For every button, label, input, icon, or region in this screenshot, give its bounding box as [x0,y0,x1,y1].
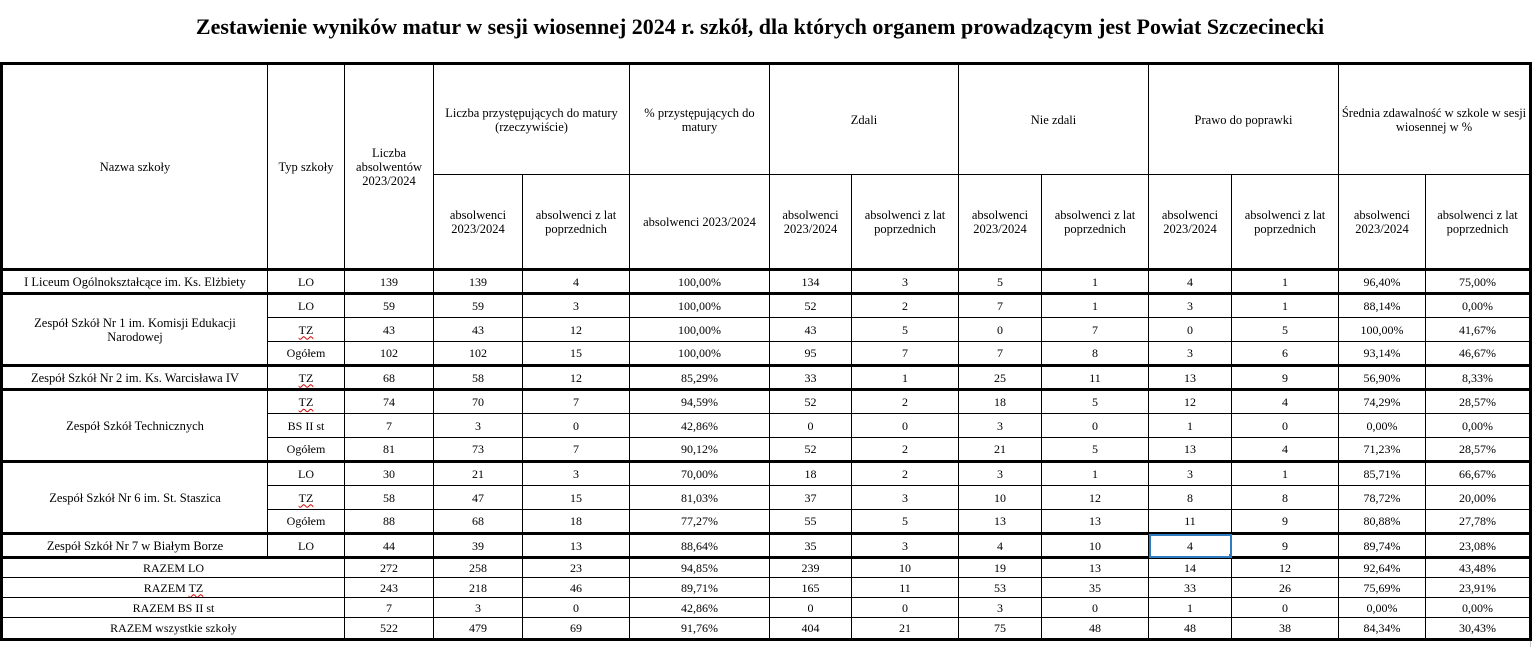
value-cell: 5 [1232,318,1339,342]
total-value-cell: 69 [523,618,630,640]
value-cell: 10 [959,486,1042,510]
value-cell: 1 [1042,294,1149,318]
total-value-cell: 84,34% [1339,618,1426,640]
page-title: Zestawienie wyników matur w sesji wiosennej 2024 r. szkół, dla których organem prowadzącym jest Powiat Szczecinecki [195,14,1325,39]
total-value-cell: 30,43% [1426,618,1531,640]
value-cell: 0 [770,414,852,438]
total-row [2,578,1531,598]
school-name-cell: Zespół Szkół Nr 2 im. Ks. Warcisława IV [2,366,268,390]
subheader-lat: absolwenci z lat poprzednich [1042,175,1149,270]
total-value-cell: 165 [770,578,852,598]
value-cell: 80,88% [1339,510,1426,534]
header-retake: Prawo do poprawki [1149,64,1339,175]
school-type-text: Ogółem [286,514,326,528]
total-value-cell: 35 [1042,578,1149,598]
school-type-cell [268,270,345,294]
total-label-type: TZ [188,580,204,595]
school-name-cell: I Liceum Ogólnokształcące im. Ks. Elżbiety [2,270,268,294]
subheader-lat: absolwenci z lat poprzednich [1426,175,1531,270]
school-type-text: TZ [298,370,314,385]
value-cell: 139 [345,270,434,294]
value-cell: 25 [959,366,1042,390]
total-value-cell: 7 [345,598,434,618]
value-cell: 1 [1232,294,1339,318]
value-cell: 0 [852,414,959,438]
value-cell: 9 [1232,366,1339,390]
value-cell: 52 [770,294,852,318]
subheader-lat: absolwenci z lat poprzednich [1232,175,1339,270]
total-value-cell: 75,69% [1339,578,1426,598]
total-value-cell: 91,76% [630,618,770,640]
total-value-cell: 43,48% [1426,558,1531,578]
total-value-cell: 522 [345,618,434,640]
value-cell: 35 [770,534,852,558]
value-cell: 12 [1042,486,1149,510]
total-value-cell: 272 [345,558,434,578]
value-cell: 7 [523,390,630,414]
total-value-cell: 21 [852,618,959,640]
value-cell: 71,23% [1339,438,1426,462]
value-cell: 4 [959,534,1042,558]
value-cell: 30 [345,462,434,486]
school-type-text: LO [298,274,314,289]
value-cell: 93,14% [1339,342,1426,366]
value-cell: 0 [523,414,630,438]
total-value-cell: 404 [770,618,852,640]
value-cell: 7 [1042,318,1149,342]
total-value-cell: 92,64% [1339,558,1426,578]
value-cell: 68 [345,366,434,390]
value-cell: 139 [434,270,523,294]
value-cell: 100,00% [630,270,770,294]
value-cell: 134 [770,270,852,294]
value-cell: 59 [345,294,434,318]
value-cell: 18 [523,510,630,534]
total-value-cell: 12 [1232,558,1339,578]
value-cell: 5 [852,510,959,534]
value-cell: 85,71% [1339,462,1426,486]
total-value-cell: 46 [523,578,630,598]
total-row [2,558,1531,578]
value-cell: 2 [852,438,959,462]
value-cell: 43 [770,318,852,342]
value-cell: 3 [959,414,1042,438]
value-cell: 85,29% [630,366,770,390]
total-value-cell: 3 [434,598,523,618]
value-cell: 13 [523,534,630,558]
value-cell: 8 [1042,342,1149,366]
value-cell: 39 [434,534,523,558]
total-value-cell: 26 [1232,578,1339,598]
value-cell: 95 [770,342,852,366]
value-cell: 77,27% [630,510,770,534]
value-cell: 3 [852,270,959,294]
value-cell: 55 [770,510,852,534]
value-cell: 4 [523,270,630,294]
value-cell: 81 [345,438,434,462]
value-cell: 88 [345,510,434,534]
value-cell: 2 [852,462,959,486]
school-type-cell [268,342,345,366]
value-cell: 88,14% [1339,294,1426,318]
value-cell: 75,00% [1426,270,1531,294]
value-cell: 41,67% [1426,318,1531,342]
total-value-cell: 479 [434,618,523,640]
header-school-type-text: Typ szkoły [278,159,334,174]
value-cell: 58 [345,486,434,510]
value-cell: 12 [1149,390,1232,414]
school-type-cell [268,390,345,414]
value-cell: 102 [345,342,434,366]
total-value-cell: 11 [852,578,959,598]
table-row [2,270,1531,294]
total-value-cell: 243 [345,578,434,598]
header-passed: Zdali [770,64,959,175]
total-value-cell: 42,86% [630,598,770,618]
value-cell: 9 [1232,534,1339,558]
total-label-cell [2,558,345,578]
school-name-cell: Zespół Szkół Nr 6 im. St. Staszica [2,462,268,534]
total-value-cell: 1 [1149,598,1232,618]
value-cell: 3 [1149,462,1232,486]
value-cell: 18 [959,390,1042,414]
school-type-cell [268,414,345,438]
school-type-text: Ogółem [286,442,326,456]
header-takers-count: Liczba przystępujących do matury (rzeczywiście) [434,64,630,175]
total-value-cell: 13 [1042,558,1149,578]
value-cell: 13 [1042,510,1149,534]
total-row [2,598,1531,618]
value-cell: 7 [959,294,1042,318]
value-cell: 1 [1232,270,1339,294]
value-cell: 4 [1149,270,1232,294]
value-cell: 78,72% [1339,486,1426,510]
value-cell: 96,40% [1339,270,1426,294]
value-cell: 81,03% [630,486,770,510]
total-label: RAZEM wszystkie szkoły [110,621,237,635]
value-cell: 52 [770,438,852,462]
value-cell: 102 [434,342,523,366]
value-cell: 43 [434,318,523,342]
school-type-cell [268,366,345,390]
value-cell: 46,67% [1426,342,1531,366]
value-cell: 42,86% [630,414,770,438]
school-type-text: BS II st [287,418,325,433]
value-cell: 2 [852,294,959,318]
value-cell: 90,12% [630,438,770,462]
table-body [2,270,1531,640]
value-cell: 0 [1149,318,1232,342]
school-type-text: LO [298,467,314,481]
school-type-text: TZ [298,395,314,409]
value-cell: 21 [959,438,1042,462]
school-name-cell: Zespół Szkół Technicznych [2,390,268,462]
value-cell: 21 [434,462,523,486]
value-cell: 11 [1149,510,1232,534]
header-takers-percent: % przystępujących do matury [630,64,770,175]
table-row [2,462,1531,486]
subheader-abs: absolwenci 2023/2024 [630,175,770,270]
value-cell: 0 [1232,414,1339,438]
total-value-cell: 23 [523,558,630,578]
school-type-cell [268,534,345,558]
value-cell: 9 [1232,510,1339,534]
value-cell: 3 [434,414,523,438]
total-value-cell: 0,00% [1339,598,1426,618]
total-value-cell: 0 [852,598,959,618]
value-cell: 27,78% [1426,510,1531,534]
value-cell: 13 [1149,438,1232,462]
value-cell: 100,00% [630,318,770,342]
header-school-name: Nazwa szkoły [2,64,268,270]
school-type-cell [268,438,345,462]
subheader-abs: absolwenci 2023/2024 [1339,175,1426,270]
value-cell: 33 [770,366,852,390]
table-row [2,366,1531,390]
school-type-cell [268,462,345,486]
school-name-cell: Zespół Szkół Nr 7 w Białym Borze [2,534,268,558]
value-cell: 1 [1232,462,1339,486]
header-graduates-count: Liczba absolwentów 2023/2024 [345,64,434,270]
value-cell: 7 [523,438,630,462]
value-cell: 100,00% [630,294,770,318]
value-cell: 66,67% [1426,462,1531,486]
school-type-text: LO [298,299,314,313]
school-type-text: TZ [298,322,314,337]
total-value-cell: 23,91% [1426,578,1531,598]
total-label: RAZEM BS II st [132,600,215,615]
selected-cell[interactable]: 4 [1149,534,1232,558]
school-type-cell [268,294,345,318]
value-cell: 1 [852,366,959,390]
total-value-cell: 258 [434,558,523,578]
total-value-cell: 75 [959,618,1042,640]
value-cell: 59 [434,294,523,318]
value-cell: 15 [523,486,630,510]
value-cell: 43 [345,318,434,342]
value-cell: 4 [1232,438,1339,462]
value-cell: 13 [959,510,1042,534]
subheader-abs: absolwenci 2023/2024 [1149,175,1232,270]
total-value-cell: 89,71% [630,578,770,598]
value-cell: 5 [1042,390,1149,414]
subheader-lat: absolwenci z lat poprzednich [852,175,959,270]
school-type-text: LO [298,538,314,553]
school-type-text: Ogółem [286,346,326,360]
value-cell: 0,00% [1339,414,1426,438]
school-type-cell [268,318,345,342]
value-cell: 0 [959,318,1042,342]
value-cell: 12 [523,366,630,390]
value-cell: 3 [1149,294,1232,318]
total-label: RAZEM LO [143,561,204,575]
value-cell: 73 [434,438,523,462]
total-value-cell: 10 [852,558,959,578]
total-value-cell: 94,85% [630,558,770,578]
value-cell: 100,00% [1339,318,1426,342]
total-value-cell: 53 [959,578,1042,598]
subheader-abs: absolwenci 2023/2024 [770,175,852,270]
value-cell: 15 [523,342,630,366]
value-cell: 0 [1042,414,1149,438]
total-value-cell: 3 [959,598,1042,618]
value-cell: 7 [852,342,959,366]
total-value-cell: 0 [1232,598,1339,618]
value-cell: 0,00% [1426,414,1531,438]
value-cell: 52 [770,390,852,414]
subheader-lat: absolwenci z lat poprzednich [523,175,630,270]
value-cell: 8 [1149,486,1232,510]
header-school-type [268,64,345,270]
results-table [0,62,1532,641]
value-cell: 1 [1042,270,1149,294]
total-value-cell: 14 [1149,558,1232,578]
value-cell: 23,08% [1426,534,1531,558]
value-cell: 5 [1042,438,1149,462]
table-row [2,534,1531,558]
value-cell: 3 [523,294,630,318]
table-row [2,390,1531,414]
total-value-cell: 0 [523,598,630,618]
value-cell: 13 [1149,366,1232,390]
header-failed: Nie zdali [959,64,1149,175]
table-row [2,294,1531,318]
school-name-cell: Zespół Szkół Nr 1 im. Komisji Edukacji Narodowej [2,294,268,366]
value-cell: 1 [1042,462,1149,486]
school-type-cell [268,510,345,534]
value-cell: 68 [434,510,523,534]
value-cell: 3 [852,534,959,558]
total-label-cell [2,578,345,598]
value-cell: 28,57% [1426,390,1531,414]
value-cell: 100,00% [630,342,770,366]
value-cell: 10 [1042,534,1149,558]
value-cell: 6 [1232,342,1339,366]
total-value-cell: 0 [1042,598,1149,618]
value-cell: 12 [523,318,630,342]
value-cell: 8 [1232,486,1339,510]
value-cell: 11 [1042,366,1149,390]
value-cell: 37 [770,486,852,510]
value-cell: 5 [852,318,959,342]
subheader-abs: absolwenci 2023/2024 [959,175,1042,270]
subheader-abs: absolwenci 2023/2024 [434,175,523,270]
value-cell: 94,59% [630,390,770,414]
value-cell: 56,90% [1339,366,1426,390]
value-cell: 8,33% [1426,366,1531,390]
value-cell: 0,00% [1426,294,1531,318]
total-value-cell: 48 [1149,618,1232,640]
value-cell: 3 [959,462,1042,486]
school-type-text: TZ [298,490,314,505]
value-cell: 3 [1149,342,1232,366]
school-type-cell [268,486,345,510]
value-cell: 7 [959,342,1042,366]
total-value-cell: 48 [1042,618,1149,640]
total-row [2,618,1531,640]
value-cell: 2 [852,390,959,414]
value-cell: 58 [434,366,523,390]
total-value-cell: 218 [434,578,523,598]
total-value-cell: 19 [959,558,1042,578]
value-cell: 1 [1149,414,1232,438]
total-value-cell: 0 [770,598,852,618]
total-label-cell [2,618,345,640]
total-value-cell: 0,00% [1426,598,1531,618]
total-value-cell: 38 [1232,618,1339,640]
value-cell: 88,64% [630,534,770,558]
total-value-cell: 239 [770,558,852,578]
value-cell: 74,29% [1339,390,1426,414]
value-cell: 7 [345,414,434,438]
value-cell: 74 [345,390,434,414]
total-label: RAZEM TZ [143,580,204,595]
value-cell: 4 [1232,390,1339,414]
value-cell: 70 [434,390,523,414]
value-cell: 89,74% [1339,534,1426,558]
value-cell: 20,00% [1426,486,1531,510]
value-cell: 70,00% [630,462,770,486]
value-cell: 47 [434,486,523,510]
header-average: Średnia zdawalność w szkole w sesji wiosennej w % [1339,64,1531,175]
total-value-cell: 33 [1149,578,1232,598]
value-cell: 44 [345,534,434,558]
value-cell: 18 [770,462,852,486]
value-cell: 28,57% [1426,438,1531,462]
total-label-cell [2,598,345,618]
value-cell: 3 [523,462,630,486]
value-cell: 3 [852,486,959,510]
value-cell: 5 [959,270,1042,294]
